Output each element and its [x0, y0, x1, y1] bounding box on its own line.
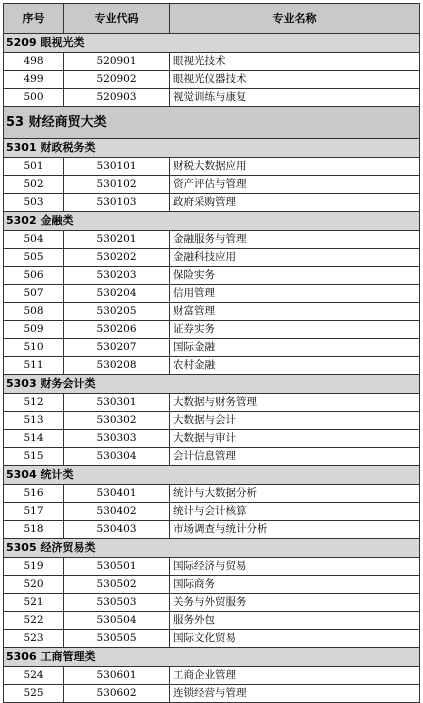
major-catalog-table-container	[3, 3, 419, 703]
subcategory-row	[4, 466, 420, 485]
cell-name: 国际经济与贸易	[170, 558, 420, 576]
table-row	[4, 630, 420, 648]
table-row	[4, 303, 420, 321]
table-row	[4, 503, 420, 521]
cell-name: 金融服务与管理	[170, 231, 420, 249]
table-row	[4, 176, 420, 194]
subcategory-row	[4, 212, 420, 231]
cell-code: 530602	[64, 685, 170, 703]
cell-code: 530403	[64, 521, 170, 539]
cell-name: 眼视光技术	[170, 53, 420, 71]
cell-seq: 513	[4, 412, 64, 430]
header-seq: 序号	[4, 4, 64, 34]
table-row	[4, 267, 420, 285]
cell-name: 资产评估与管理	[170, 176, 420, 194]
cell-seq: 517	[4, 503, 64, 521]
cell-seq: 514	[4, 430, 64, 448]
subcategory-label: 5209 眼视光类	[4, 34, 420, 53]
table-row	[4, 339, 420, 357]
cell-code: 530101	[64, 158, 170, 176]
cell-seq: 508	[4, 303, 64, 321]
cell-code: 530302	[64, 412, 170, 430]
table-row	[4, 285, 420, 303]
cell-code: 530202	[64, 249, 170, 267]
cell-name: 眼视光仪器技术	[170, 71, 420, 89]
subcategory-row	[4, 648, 420, 667]
cell-seq: 506	[4, 267, 64, 285]
table-row	[4, 485, 420, 503]
major-category-row	[4, 107, 420, 139]
cell-seq: 505	[4, 249, 64, 267]
cell-seq: 520	[4, 576, 64, 594]
cell-name: 大数据与会计	[170, 412, 420, 430]
table-row	[4, 594, 420, 612]
table-row	[4, 89, 420, 107]
cell-seq: 515	[4, 448, 64, 466]
cell-name: 证券实务	[170, 321, 420, 339]
subcategory-label: 5304 统计类	[4, 466, 420, 485]
cell-name: 金融科技应用	[170, 249, 420, 267]
cell-code: 530502	[64, 576, 170, 594]
cell-code: 520901	[64, 53, 170, 71]
table-row	[4, 394, 420, 412]
cell-code: 530304	[64, 448, 170, 466]
table-row	[4, 521, 420, 539]
table-row	[4, 194, 420, 212]
cell-name: 国际金融	[170, 339, 420, 357]
cell-name: 工商企业管理	[170, 667, 420, 685]
cell-code: 530505	[64, 630, 170, 648]
cell-code: 520902	[64, 71, 170, 89]
table-body	[4, 34, 420, 703]
cell-name: 政府采购管理	[170, 194, 420, 212]
cell-code: 530206	[64, 321, 170, 339]
cell-code: 530204	[64, 285, 170, 303]
cell-name: 市场调查与统计分析	[170, 521, 420, 539]
table-row	[4, 667, 420, 685]
subcategory-label: 5301 财政税务类	[4, 139, 420, 158]
cell-code: 530207	[64, 339, 170, 357]
cell-code: 530402	[64, 503, 170, 521]
cell-name: 国际商务	[170, 576, 420, 594]
table-row	[4, 412, 420, 430]
cell-code: 530205	[64, 303, 170, 321]
cell-name: 统计与会计核算	[170, 503, 420, 521]
cell-name: 关务与外贸服务	[170, 594, 420, 612]
cell-code: 520903	[64, 89, 170, 107]
major-category-label: 53 财经商贸大类	[4, 107, 420, 139]
cell-seq: 525	[4, 685, 64, 703]
subcategory-label: 5303 财务会计类	[4, 375, 420, 394]
table-row	[4, 231, 420, 249]
cell-name: 农村金融	[170, 357, 420, 375]
cell-seq: 516	[4, 485, 64, 503]
cell-name: 信用管理	[170, 285, 420, 303]
cell-seq: 518	[4, 521, 64, 539]
table-row	[4, 612, 420, 630]
cell-name: 保险实务	[170, 267, 420, 285]
header-code: 专业代码	[64, 4, 170, 34]
cell-code: 530501	[64, 558, 170, 576]
cell-seq: 510	[4, 339, 64, 357]
cell-code: 530503	[64, 594, 170, 612]
cell-seq: 504	[4, 231, 64, 249]
header-row	[4, 4, 420, 34]
cell-name: 服务外包	[170, 612, 420, 630]
cell-seq: 498	[4, 53, 64, 71]
cell-name: 大数据与审计	[170, 430, 420, 448]
cell-seq: 512	[4, 394, 64, 412]
cell-seq: 521	[4, 594, 64, 612]
cell-seq: 519	[4, 558, 64, 576]
subcategory-row	[4, 34, 420, 53]
major-catalog-table	[3, 3, 420, 703]
cell-name: 财税大数据应用	[170, 158, 420, 176]
cell-seq: 523	[4, 630, 64, 648]
cell-code: 530601	[64, 667, 170, 685]
cell-code: 530303	[64, 430, 170, 448]
subcategory-row	[4, 139, 420, 158]
cell-seq: 509	[4, 321, 64, 339]
cell-name: 连锁经营与管理	[170, 685, 420, 703]
table-row	[4, 576, 420, 594]
cell-code: 530203	[64, 267, 170, 285]
cell-name: 大数据与财务管理	[170, 394, 420, 412]
table-row	[4, 249, 420, 267]
table-row	[4, 558, 420, 576]
subcategory-label: 5306 工商管理类	[4, 648, 420, 667]
table-row	[4, 158, 420, 176]
cell-name: 财富管理	[170, 303, 420, 321]
cell-seq: 500	[4, 89, 64, 107]
cell-seq: 502	[4, 176, 64, 194]
cell-code: 530208	[64, 357, 170, 375]
table-row	[4, 71, 420, 89]
cell-name: 统计与大数据分析	[170, 485, 420, 503]
subcategory-label: 5305 经济贸易类	[4, 539, 420, 558]
header-name: 专业名称	[170, 4, 420, 34]
table-row	[4, 685, 420, 703]
table-row	[4, 53, 420, 71]
table-row	[4, 448, 420, 466]
cell-seq: 503	[4, 194, 64, 212]
cell-seq: 511	[4, 357, 64, 375]
cell-code: 530102	[64, 176, 170, 194]
cell-seq: 499	[4, 71, 64, 89]
table-header	[4, 4, 420, 34]
cell-seq: 524	[4, 667, 64, 685]
cell-name: 视觉训练与康复	[170, 89, 420, 107]
cell-code: 530301	[64, 394, 170, 412]
cell-code: 530401	[64, 485, 170, 503]
cell-code: 530103	[64, 194, 170, 212]
subcategory-row	[4, 539, 420, 558]
cell-name: 国际文化贸易	[170, 630, 420, 648]
table-row	[4, 357, 420, 375]
cell-code: 530504	[64, 612, 170, 630]
table-row	[4, 321, 420, 339]
subcategory-row	[4, 375, 420, 394]
cell-seq: 501	[4, 158, 64, 176]
subcategory-label: 5302 金融类	[4, 212, 420, 231]
table-row	[4, 430, 420, 448]
cell-name: 会计信息管理	[170, 448, 420, 466]
cell-code: 530201	[64, 231, 170, 249]
cell-seq: 507	[4, 285, 64, 303]
cell-seq: 522	[4, 612, 64, 630]
